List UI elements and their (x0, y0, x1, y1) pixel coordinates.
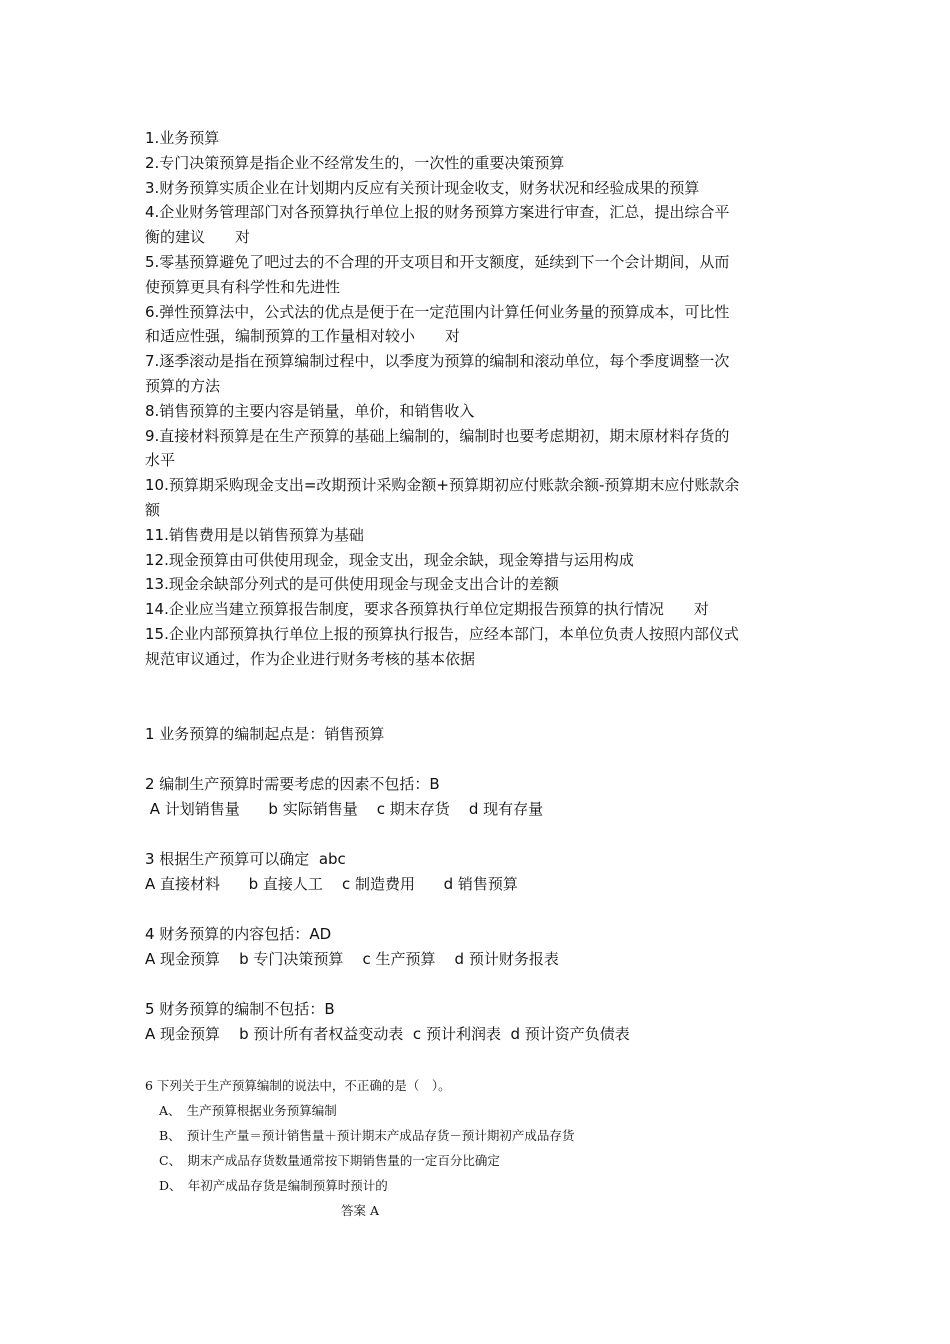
question-options: A 现金预算 b 专门决策预算 c 生产预算 d 预计财务报表 (145, 950, 559, 968)
true-false-section (145, 126, 810, 672)
question-4 (145, 922, 810, 972)
text-line: 9.直接材料预算是在生产预算的基础上编制的，编制时也要考虑期初，期末原材料存货的 (145, 426, 730, 445)
text-line: 预算的方法 (145, 376, 221, 395)
option-c: C、 期末产成品存货数量通常按下期销售量的一定百分比确定 (159, 1153, 500, 1168)
text-line: 15.企业内部预算执行单位上报的预算执行报告，应经本部门，本单位负责人按照内部仪式 (145, 624, 739, 643)
question-options: A 现金预算 b 预计所有者权益变动表 c 预计利润表 d 预计资产负债表 (145, 1025, 630, 1043)
question-text: 3 根据生产预算可以确定 abc (145, 850, 346, 868)
text-line: 13.现金余缺部分列式的是可供使用现金与现金支出合计的差额 (145, 575, 559, 594)
question-text: 6 下列关于生产预算编制的说法中，不正确的是（ ）。 (145, 1078, 451, 1093)
text-line: 11.销售费用是以销售预算为基础 (145, 525, 364, 544)
text-line: 1.业务预算 (145, 129, 220, 147)
question-6 (145, 1073, 810, 1223)
question-options: A 直接材料 b 直接人工 c 制造费用 d 销售预算 (145, 875, 518, 893)
option-d: D、 年初产成品存货是编制预算时预计的 (159, 1178, 388, 1193)
text-line: 2.专门决策预算是指企业不经常发生的，一次性的重要决策预算 (145, 153, 565, 172)
text-line: 10.预算期采购现金支出=改期预计采购金额+预算期初应付账款余额-预算期末应付账款余 (145, 476, 740, 495)
text-line: 衡的建议 对 (145, 228, 251, 247)
text-line: 5.零基预算避免了吧过去的不合理的开支项目和开支额度，延续到下一个会计期间，从而 (145, 252, 730, 271)
text-line: 14.企业应当建立预算报告制度，要求各预算执行单位定期报告预算的执行情况 对 (145, 600, 709, 619)
text-line: 3.财务预算实质企业在计划期内反应有关预计现金收支，财务状况和经验成果的预算 (145, 178, 700, 197)
text-line: 使预算更具有科学性和先进性 (145, 277, 341, 296)
option-b: B、 预计生产量＝预计销售量＋预计期末产成品存货－预计期初产成品存货 (159, 1128, 575, 1143)
question-text: 2 编制生产预算时需要考虑的因素不包括：B (145, 775, 440, 793)
question-1 (145, 722, 810, 747)
question-options: A 计划销售量 b 实际销售量 c 期末存货 d 现有存量 (145, 800, 544, 818)
text-line: 7.逐季滚动是指在预算编制过程中，以季度为预算的编制和滚动单位，每个季度调整一次 (145, 352, 730, 371)
question-5 (145, 997, 810, 1047)
text-line: 规范审议通过，作为企业进行财务考核的基本依据 (145, 649, 476, 668)
question-3 (145, 847, 810, 897)
question-text: 1 业务预算的编制起点是：销售预算 (145, 725, 385, 743)
text-line: 8.销售预算的主要内容是销量，单价，和销售收入 (145, 401, 475, 420)
option-a: A、 生产预算根据业务预算编制 (159, 1103, 337, 1118)
text-line: 6.弹性预算法中，公式法的优点是便于在一定范围内计算任何业务量的预算成本，可比性 (145, 302, 730, 321)
text-line: 12.现金预算由可供使用现金，现金支出，现金余缺，现金筹措与运用构成 (145, 550, 634, 569)
text-line: 额 (145, 500, 161, 519)
question-text: 5 财务预算的编制不包括：B (145, 1000, 335, 1018)
answer-text: 答案 A (341, 1203, 380, 1218)
text-line: 4.企业财务管理部门对各预算执行单位上报的财务预算方案进行审查，汇总，提出综合平 (145, 203, 730, 222)
text-line: 水平 (145, 451, 176, 470)
text-line: 和适应性强，编制预算的工作量相对较小 对 (145, 327, 461, 346)
question-text: 4 财务预算的内容包括：AD (145, 925, 332, 943)
question-2 (145, 772, 810, 822)
